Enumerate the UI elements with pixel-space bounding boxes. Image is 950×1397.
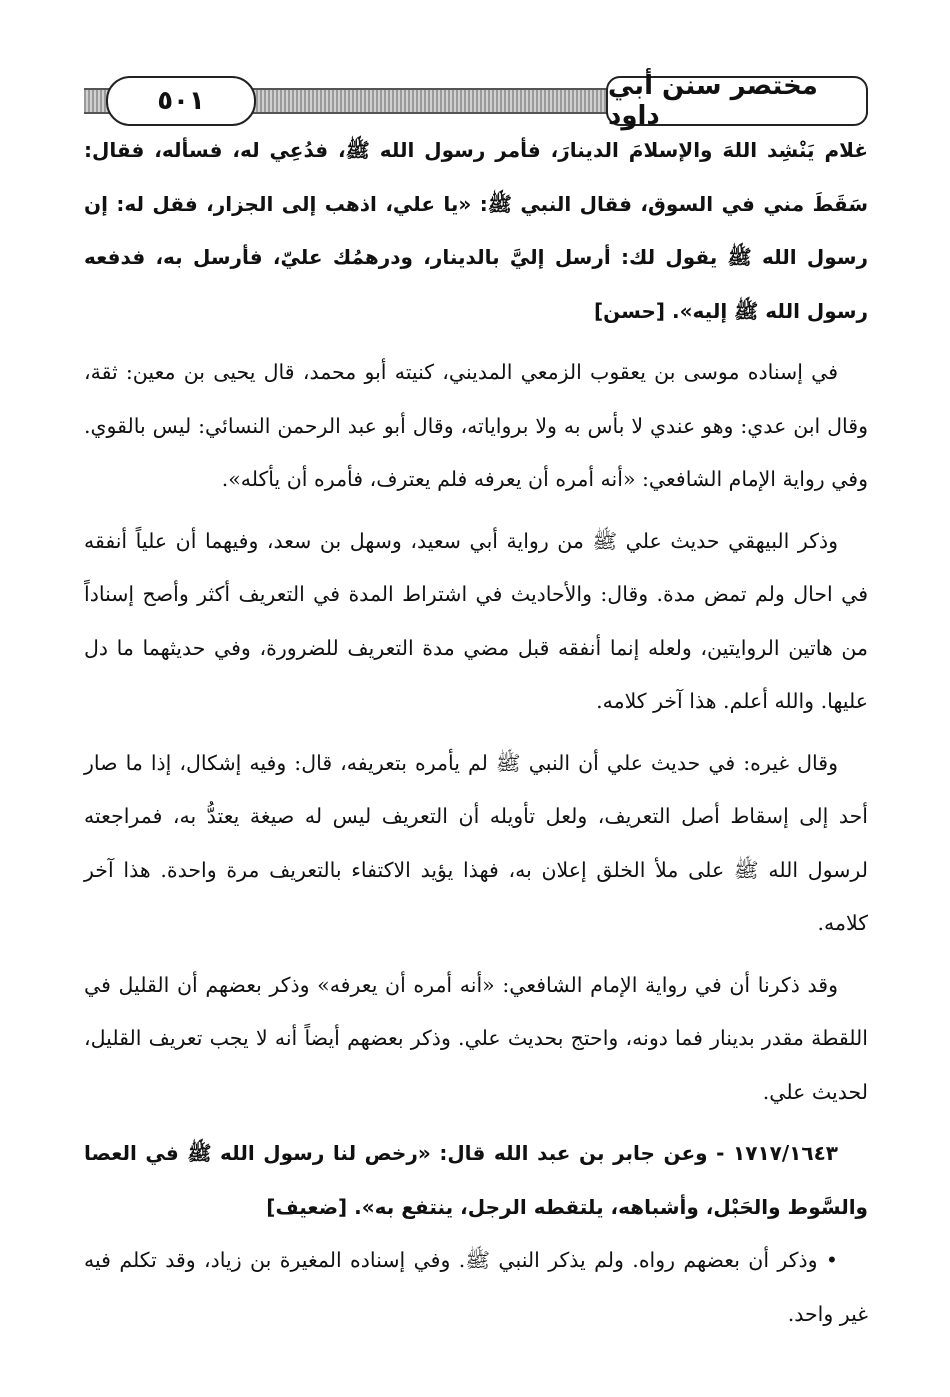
- paragraph-shafii-commentary: وقد ذكرنا أن في رواية الإمام الشافعي: «أنه أمره أن يعرفه» وذكر بعضهم أن القليل في اللقطة مقدر بدينار فما دونه، واحتج بحديث علي. وذكر بعضهم أيضاً أنه لا يجب تعريف القليل، لحديث علي.: [84, 972, 868, 1104]
- page-body: [84, 124, 868, 1341]
- paragraph-other-commentary: وقال غيره: في حديث علي أن النبي ﷺ لم يأمره بتعريفه، قال: وفيه إشكال، إذا ما صار أحد إلى إسقاط أصل التعريف، ولعل تأويله أن التعريف ليس له صيغة يعتدُّ به، فمراجعته لرسول الله ﷺ على ملأ الخلق إعلان به، فهذا يؤيد الاكتفاء بالتعريف مرة واحدة. هذا آخر كلامه.: [84, 750, 868, 935]
- page-header: [84, 71, 868, 131]
- page-number: ٥٠١: [106, 76, 256, 126]
- paragraph-hadith-continuation: غلام يَنْشِد اللهَ والإسلامَ الدينارَ، فأمر رسول الله ﷺ، فدُعِي له، فسأله، فقال: سَقَطَ مني في السوق، فقال النبي ﷺ: «يا علي، اذهب إلى الجزار، فقل له: إن رسول الله ﷺ يقول لك: أرسل إليَّ بالدينار، ودرهمُك عليّ، فأرسل به، فدفعه رسول الله ﷺ إليه». [حسن]: [84, 138, 868, 323]
- paragraph-bayhaqi-commentary: وذكر البيهقي حديث علي ﷺ من رواية أبي سعيد، وسهل بن سعد، وفيهما أن علياً أنفقه في احال ولم تمض مدة. وقال: والأحاديث في اشتراط المدة في التعريف أكثر وأصح إسناداً من هاتين الروايتين، ولعله إنما أنفقه قبل مضي مدة التعريف للضرورة، وفي حديثهما ما دل عليها. والله أعلم. هذا آخر كلامه.: [84, 528, 868, 713]
- book-title: مختصر سنن أبي داود: [606, 76, 868, 126]
- paragraph-hadith-1717: ١٧١٧/١٦٤٣ - وعن جابر بن عبد الله قال: «رخص لنا رسول الله ﷺ في العصا والسَّوط والحَبْل، وأشباهه، يلتقطه الرجل، ينتفع به». [ضعيف]: [84, 1141, 868, 1219]
- paragraph-isnad-commentary: في إسناده موسى بن يعقوب الزمعي المديني، كنيته أبو محمد، قال يحيى بن معين: ثقة، وقال ابن عدي: وهو عندي لا بأس به ولا برواياته، وقال أبو عبد الرحمن النسائي: ليس بالقوي. وفي رواية الإمام الشافعي: «أنه أمره أن يعرفه فلم يعترف، فأمره أن يأكله».: [84, 360, 868, 491]
- paragraph-hadith-note: • وذكر أن بعضهم رواه. ولم يذكر النبي ﷺ. وفي إسناده المغيرة بن زياد، وقد تكلم فيه غير واحد.: [84, 1248, 868, 1326]
